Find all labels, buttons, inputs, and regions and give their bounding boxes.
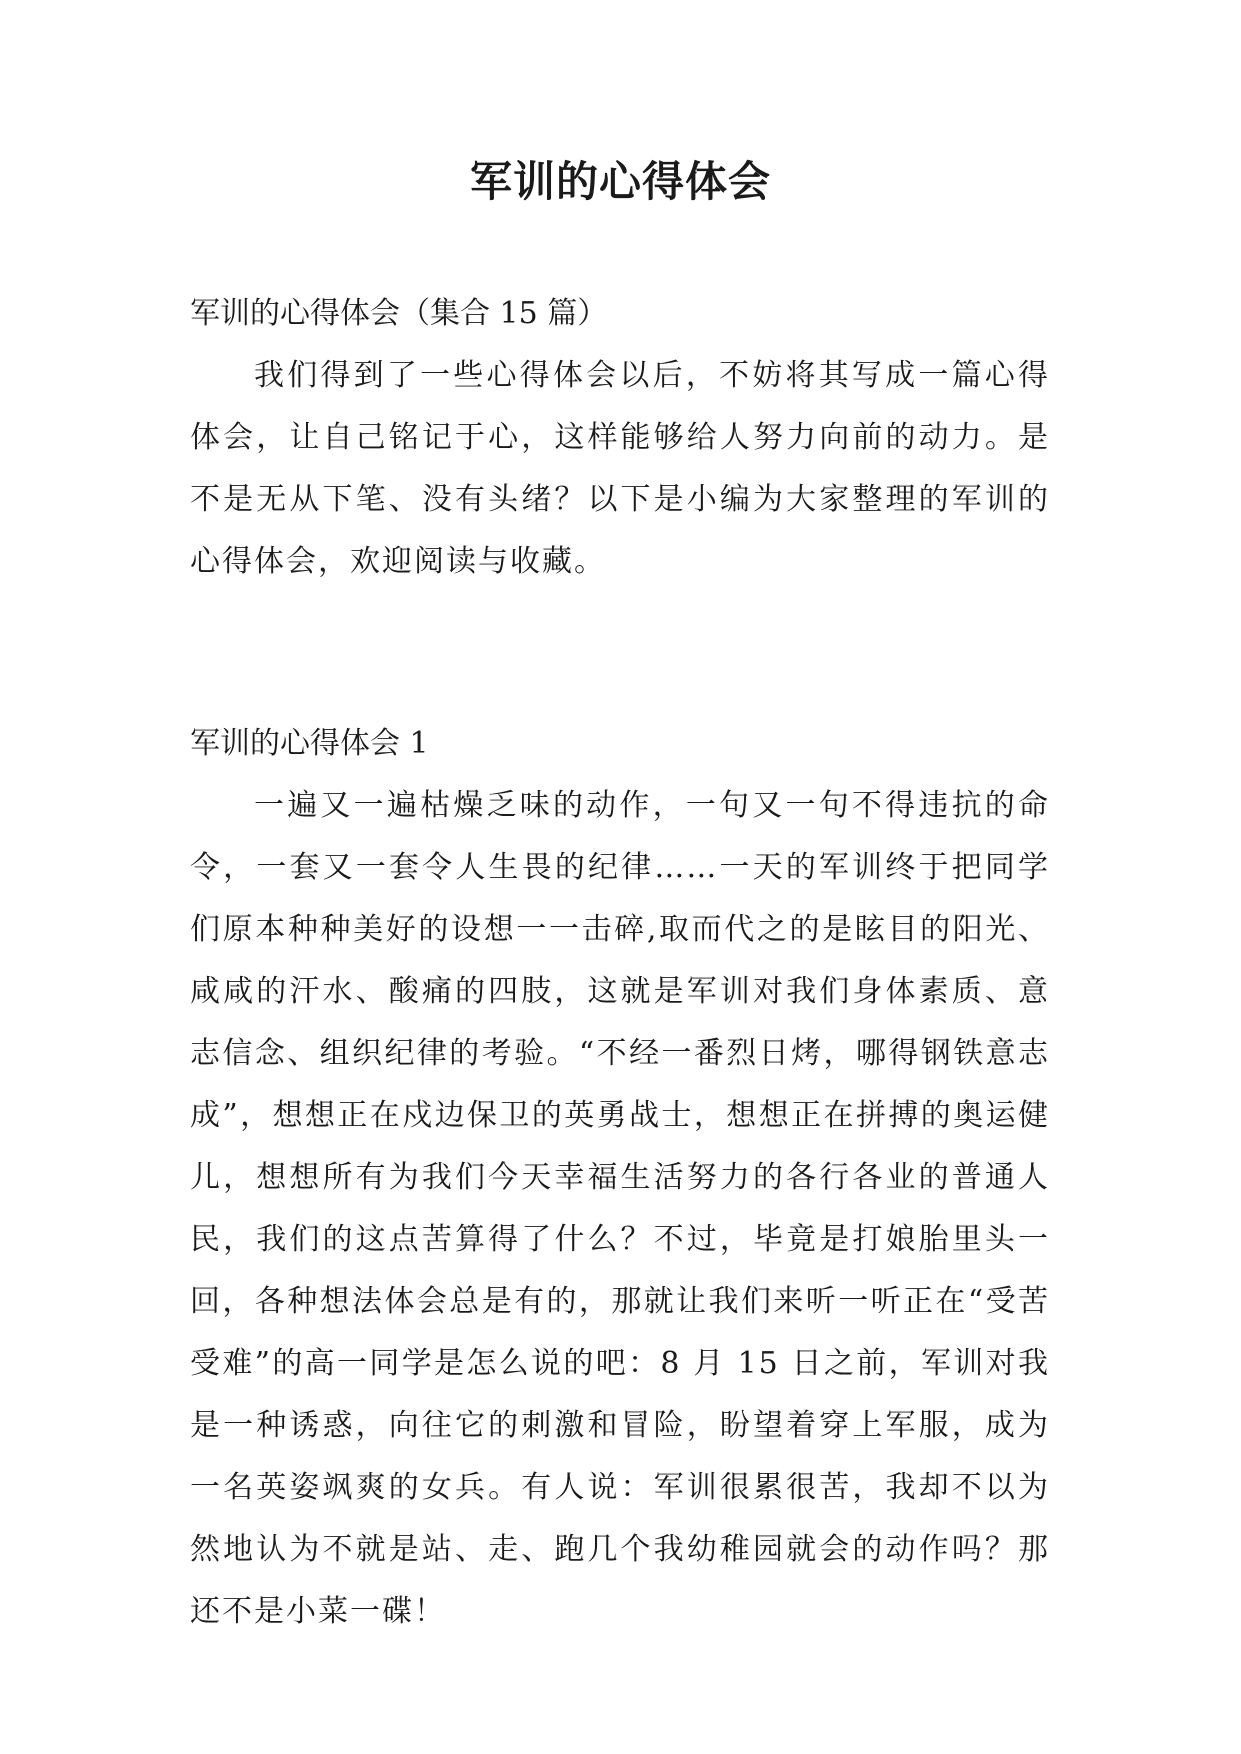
section-body: 一遍又一遍枯燥乏味的动作，一句又一句不得违抗的命令，一套又一套令人生畏的纪律……一天的军训终于把同学们原本种种美好的设想一一击碎,取而代之的是眩目的阳光、咸咸的汗水、酸痛的四肢，这就是军训对我们身体素质、意志信念、组织纪律的考验。“不经一番烈日烤，哪得钢铁意志成”，想想正在戍边保卫的英勇战士，想想正在拼搏的奥运健儿，想想所有为我们今天幸福生活努力的各行各业的普通人民，我们的这点苦算得了什么？不过，毕竟是打娘胎里头一回，各种想法体会总是有的，那就让我们来听一听正在“受苦受难”的高一同学是怎么说的吧：8 月 15 日之前，军训对我是一种诱惑，向往它的刺激和冒险，盼望着穿上军服，成为一名英姿飒爽的女兵。有人说：军训很累很苦，我却不以为然地认为不就是站、走、跑几个我幼稚园就会的动作吗？那还不是小菜一碟！ <box>190 788 1050 1629</box>
document-content <box>190 283 1050 1643</box>
section-spacer <box>190 593 1050 713</box>
section-heading: 军训的心得体会 1 <box>190 726 429 761</box>
collection-subtitle: 军训的心得体会（集合 15 篇） <box>190 296 608 331</box>
document-title: 军训的心得体会 <box>469 157 771 206</box>
intro-paragraph: 我们得到了一些心得体会以后，不妨将其写成一篇心得体会，让自己铭记于心，这样能够给人努力向前的动力。是不是无从下笔、没有头绪？以下是小编为大家整理的军训的心得体会，欢迎阅读与收藏。 <box>190 358 1050 579</box>
